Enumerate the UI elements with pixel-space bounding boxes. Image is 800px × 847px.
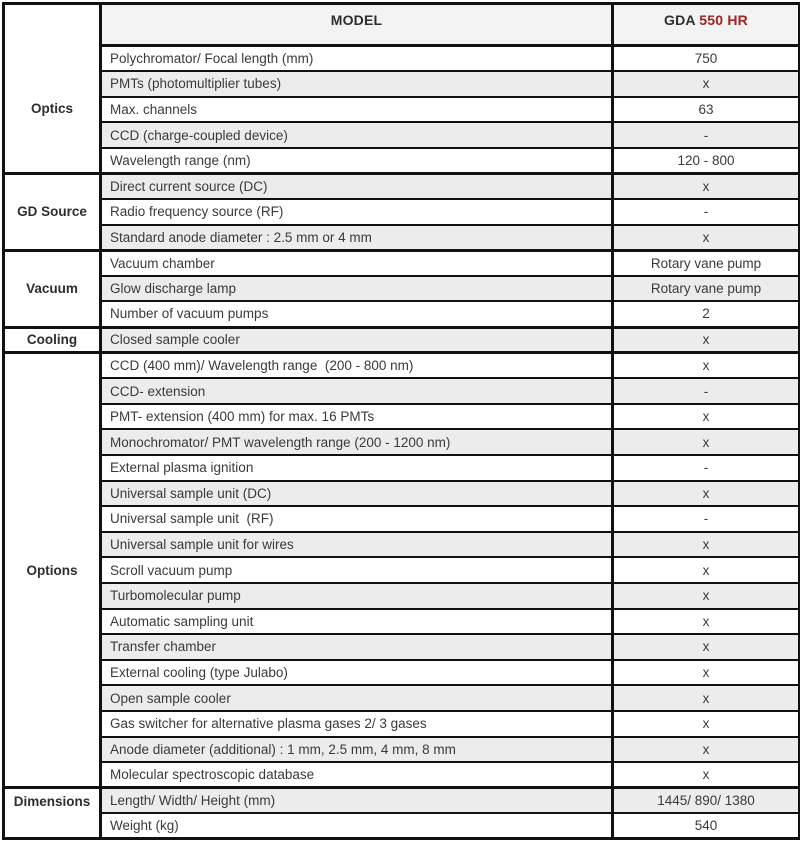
table-row [4, 660, 800, 686]
product-header [613, 4, 800, 46]
param-cell: Weight (kg) [101, 813, 613, 839]
table-row [4, 455, 800, 481]
param-cell: Anode diameter (additional) : 1 mm, 2.5 mm, 4 mm, 8 mm [101, 737, 613, 763]
value-cell: x [613, 173, 800, 199]
value-cell: x [613, 711, 800, 737]
corner-cell [4, 4, 101, 46]
header-row [4, 4, 800, 46]
table-row [4, 173, 800, 199]
param-cell: Vacuum chamber [101, 250, 613, 276]
value-cell: x [613, 481, 800, 507]
param-cell: Length/ Width/ Height (mm) [101, 788, 613, 814]
table-row [4, 481, 800, 507]
value-cell: x [613, 557, 800, 583]
value-cell: - [613, 199, 800, 225]
value-cell: x [613, 429, 800, 455]
table-row [4, 276, 800, 302]
section-label-vacuum: Vacuum [4, 250, 101, 327]
spec-table-body [4, 46, 800, 839]
table-row [4, 711, 800, 737]
value-cell: x [613, 609, 800, 635]
param-cell: PMT- extension (400 mm) for max. 16 PMTs [101, 404, 613, 430]
value-cell: x [613, 532, 800, 558]
param-cell: Number of vacuum pumps [101, 301, 613, 327]
param-cell: Gas switcher for alternative plasma gases 2/ 3 gases [101, 711, 613, 737]
value-cell: x [613, 225, 800, 251]
param-cell: External plasma ignition [101, 455, 613, 481]
table-row [4, 199, 800, 225]
table-row [4, 327, 800, 353]
model-header: MODEL [101, 4, 613, 46]
param-cell: Glow discharge lamp [101, 276, 613, 302]
param-cell: CCD (charge-coupled device) [101, 122, 613, 148]
value-cell: x [613, 685, 800, 711]
table-row [4, 737, 800, 763]
param-cell: Polychromator/ Focal length (mm) [101, 46, 613, 72]
table-row [4, 609, 800, 635]
value-cell: x [613, 737, 800, 763]
value-cell: 1445/ 890/ 1380 [613, 788, 800, 814]
product-name-suffix: 550 HR [699, 12, 748, 28]
param-cell: Automatic sampling unit [101, 609, 613, 635]
table-row [4, 429, 800, 455]
value-cell: x [613, 404, 800, 430]
param-cell: Scroll vacuum pump [101, 557, 613, 583]
section-label-dimensions: Dimensions [4, 788, 101, 839]
param-cell: Open sample cooler [101, 685, 613, 711]
value-cell: x [613, 327, 800, 353]
table-row [4, 148, 800, 174]
value-cell: 2 [613, 301, 800, 327]
value-cell: 120 - 800 [613, 148, 800, 174]
table-row [4, 813, 800, 839]
table-row [4, 788, 800, 814]
table-row [4, 250, 800, 276]
value-cell: x [613, 583, 800, 609]
table-row [4, 532, 800, 558]
product-name-prefix: GDA [664, 12, 700, 28]
value-cell: 63 [613, 97, 800, 123]
section-label-gd-source: GD Source [4, 173, 101, 250]
table-row [4, 506, 800, 532]
table-row [4, 301, 800, 327]
param-cell: Closed sample cooler [101, 327, 613, 353]
value-cell: x [613, 634, 800, 660]
section-label-cooling: Cooling [4, 327, 101, 353]
table-row [4, 685, 800, 711]
table-row [4, 46, 800, 72]
value-cell: 750 [613, 46, 800, 72]
param-cell: PMTs (photomultiplier tubes) [101, 71, 613, 97]
param-cell: Monochromator/ PMT wavelength range (200 - 1200 nm) [101, 429, 613, 455]
section-label-optics: Optics [4, 46, 101, 174]
param-cell: Transfer chamber [101, 634, 613, 660]
param-cell: CCD- extension [101, 378, 613, 404]
value-cell: - [613, 455, 800, 481]
table-row [4, 122, 800, 148]
param-cell: External cooling (type Julabo) [101, 660, 613, 686]
param-cell: Turbomolecular pump [101, 583, 613, 609]
value-cell: - [613, 122, 800, 148]
table-row [4, 97, 800, 123]
value-cell: x [613, 660, 800, 686]
spec-table [2, 2, 800, 840]
param-cell: Universal sample unit (DC) [101, 481, 613, 507]
param-cell: Standard anode diameter : 2.5 mm or 4 mm [101, 225, 613, 251]
value-cell: - [613, 506, 800, 532]
param-cell: Universal sample unit for wires [101, 532, 613, 558]
table-row [4, 71, 800, 97]
param-cell: Wavelength range (nm) [101, 148, 613, 174]
value-cell: Rotary vane pump [613, 250, 800, 276]
value-cell: - [613, 378, 800, 404]
section-label-options: Options [4, 353, 101, 788]
table-row [4, 404, 800, 430]
value-cell: 540 [613, 813, 800, 839]
table-row [4, 225, 800, 251]
param-cell: Universal sample unit (RF) [101, 506, 613, 532]
value-cell: Rotary vane pump [613, 276, 800, 302]
table-row [4, 634, 800, 660]
param-cell: Direct current source (DC) [101, 173, 613, 199]
table-row [4, 353, 800, 379]
value-cell: x [613, 353, 800, 379]
value-cell: x [613, 762, 800, 788]
table-row [4, 762, 800, 788]
param-cell: Max. channels [101, 97, 613, 123]
table-row [4, 378, 800, 404]
table-row [4, 583, 800, 609]
value-cell: x [613, 71, 800, 97]
param-cell: CCD (400 mm)/ Wavelength range (200 - 800 nm) [101, 353, 613, 379]
param-cell: Radio frequency source (RF) [101, 199, 613, 225]
param-cell: Molecular spectroscopic database [101, 762, 613, 788]
table-row [4, 557, 800, 583]
